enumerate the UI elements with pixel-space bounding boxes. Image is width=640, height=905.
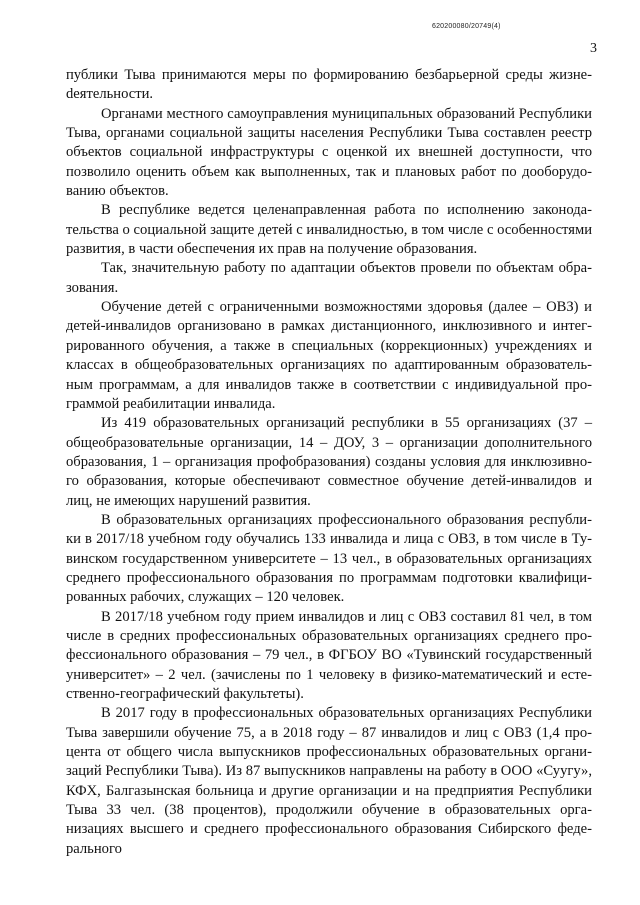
- paragraph-4: Так, значительную работу по адаптации объектов провели по объектам образования.: [66, 260, 592, 296]
- paragraph-8: В 2017/18 учебном году прием инвалидов и лиц с ОВЗ составил 81 чел, в том числе в средних профессиональных образовательных организациях среднего профессионального образования – 79 чел., в ФГБОУ ВО «Тувинский государственный университет» – 2 чел. (зачислены по 1 человеку в физико-математический и естественно-географический факультеты).: [66, 608, 592, 702]
- page-number: 3: [590, 41, 597, 56]
- paragraph-9: В 2017 году в профессиональных образовательных организациях Республики Тыва завершили обучение 75, а в 2018 году – 87 инвалидов и лиц с ОВЗ (1,4 процента от общего числа выпускников профессиональных образовательных организаций Республики Тыва). Из 87 выпускников направлены на работу в ООО «Суугу», КФХ, Балгазынская больница и другие организации и на предприятия Республики Тыва 33 чел. (38 процентов), продолжили обучение в образовательных организациях высшего и среднего профессионального образования Сибирского федерального: [66, 705, 592, 857]
- document-body: [66, 66, 592, 859]
- paragraph-2: Органами местного самоуправления муниципальных образований Республики Тыва, органами социальной защиты населения Республики Тыва составлен реестр объектов социальной инфраструктуры с оценкой их внешней доступности, что позволило оценить объем как выполненных, так и плановых работ по дооборудованию объектов.: [66, 105, 592, 200]
- document-id: 620200080/20749(4): [432, 23, 501, 30]
- paragraph-5: Обучение детей с ограниченными возможностями здоровья (далее – ОВЗ) и детей-инвалидов организовано в рамках дистанционного, инклюзивного и интегрированного обучения, а также в специальных (коррекционных) учреждениях и классах в общеобразовательных организациях по адаптированным образовательным программам, а для инвалидов также в соответствии с индивидуальной программой реабилитации инвалида.: [66, 299, 592, 412]
- paragraph-1: публики Тыва принимаются меры по формированию безбарьерной среды жизнеdеятельности.: [66, 67, 592, 103]
- paragraph-7: В образовательных организациях профессионального образования республики в 2017/18 учебном году обучались 133 инвалида и лица с ОВЗ, в том числе в Тувинском государственном университете – 13 чел., в образовательных организациях среднего профессионального образования по программам подготовки квалифицированных рабочих, служащих – 120 человек.: [66, 511, 592, 606]
- paragraph-3: В республике ведется целенаправленная работа по исполнению законодательства о социальной защите детей с инвалидностью, в том числе с особенностями развития, в части обеспечения их прав на получение образования.: [66, 202, 592, 258]
- paragraph-6: Из 419 образовательных организаций республики в 55 организациях (37 – общеобразовательные организации, 14 – ДОУ, 3 – организации дополнительного образования, 1 – организация профобразования) созданы условия для инклюзивного образования, которые обеспечивают совместное обучение детей-инвалидов и лиц, не имеющих нарушений развития.: [66, 415, 592, 509]
